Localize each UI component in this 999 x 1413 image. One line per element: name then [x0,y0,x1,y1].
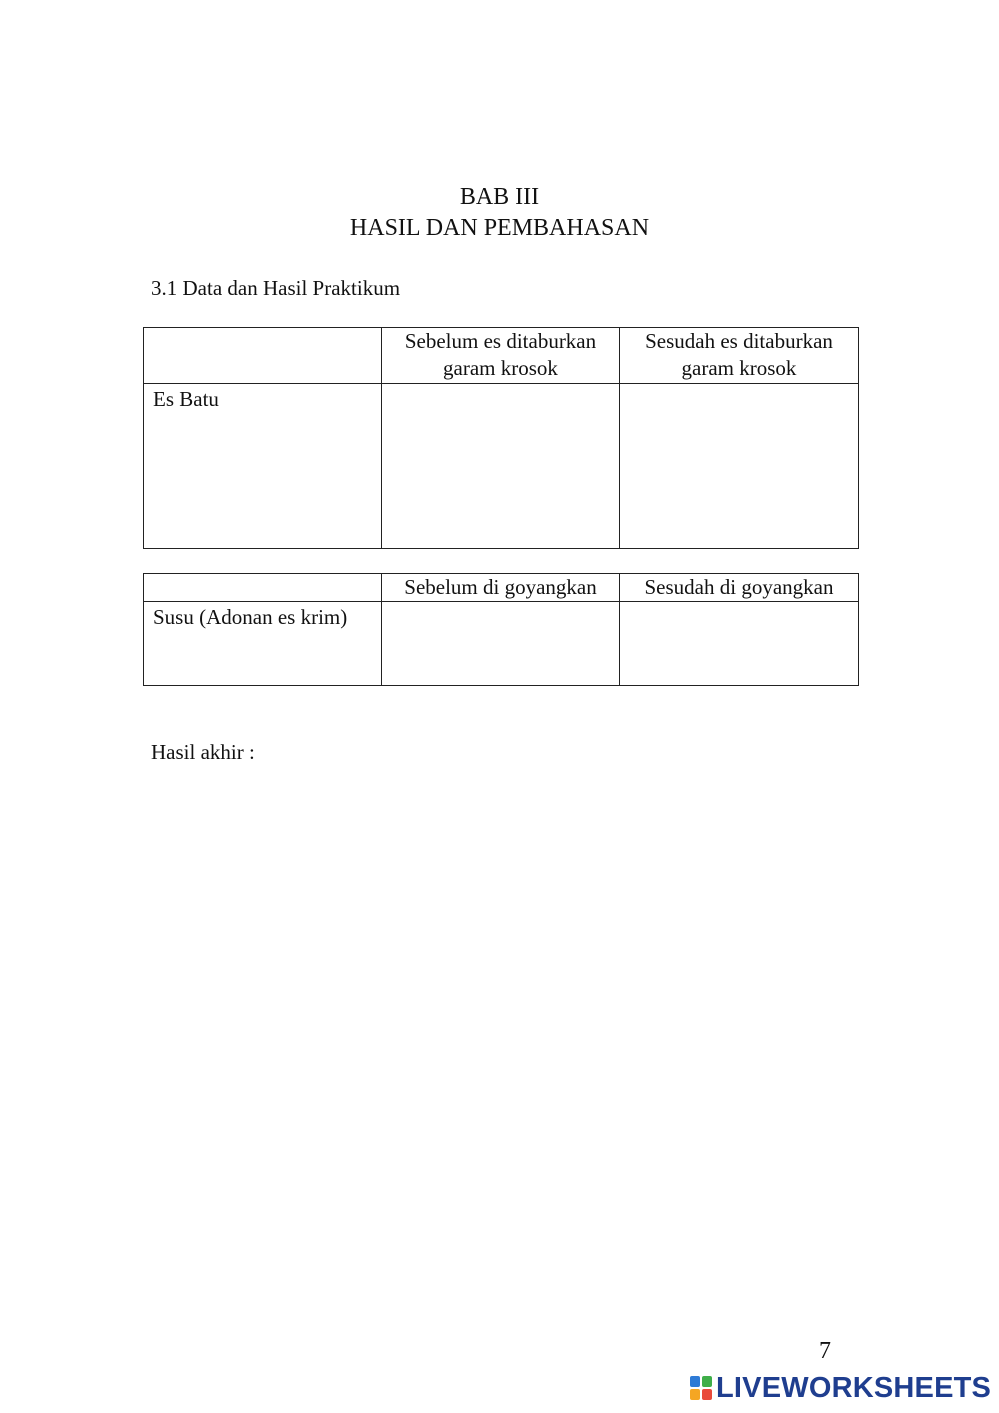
liveworksheets-watermark [690,1373,991,1403]
answer-cell-after[interactable] [620,384,859,549]
ice-observation-table [143,327,859,549]
answer-cell-after[interactable] [620,602,859,686]
table-header-before: Sebelum di goyangkan [382,574,620,602]
page-number: 7 [819,1338,831,1364]
answer-cell-before[interactable] [382,602,620,686]
section-heading: 3.1 Data dan Hasil Praktikum [151,276,401,300]
logo-tile-l [690,1376,700,1387]
table-header-after: Sesudah es ditaburkan garam krosok [620,328,859,384]
milk-observation-table [143,573,859,686]
final-result-label: Hasil akhir : [151,740,255,764]
answer-cell-before[interactable] [382,384,620,549]
chapter-number: BAB III [459,184,540,210]
table-header-corner [144,574,382,602]
logo-tile-i [702,1376,712,1387]
table-row [144,384,859,549]
logo-tile-v [690,1389,700,1400]
table-header-after: Sesudah di goyangkan [620,574,859,602]
liveworksheets-logo-icon [690,1376,712,1400]
table-header-row [144,328,859,384]
table-row [144,602,859,686]
watermark-text: LIVEWORKSHEETS [716,1372,992,1404]
logo-tile-e [702,1389,712,1400]
table-header-corner [144,328,382,384]
chapter-title: HASIL DAN PEMBAHASAN [349,215,650,241]
row-label-susu: Susu (Adonan es krim) [144,602,382,686]
table-header-row [144,574,859,602]
table-header-before: Sebelum es ditaburkan garam krosok [382,328,620,384]
row-label-es-batu: Es Batu [144,384,382,549]
